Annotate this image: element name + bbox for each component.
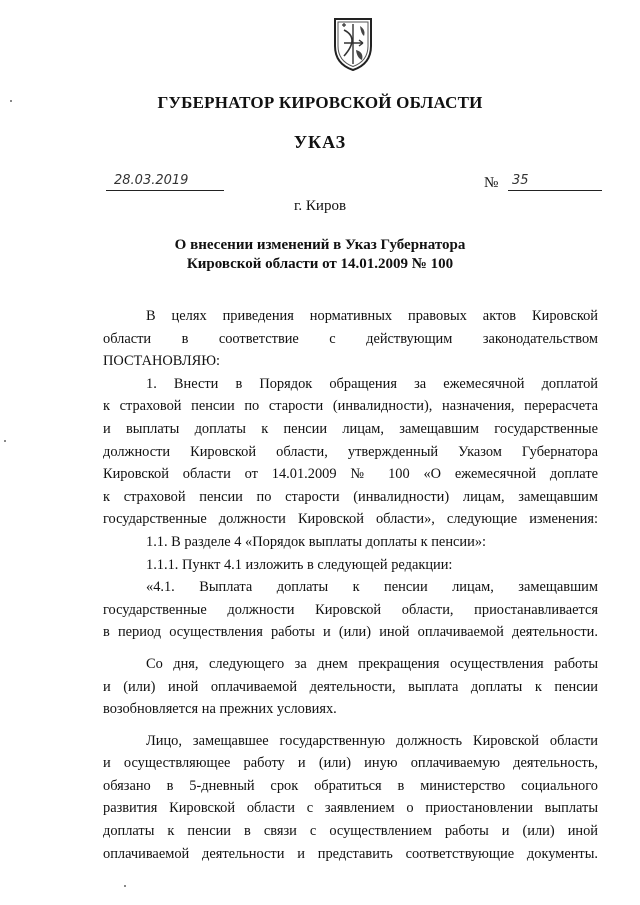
scan-speck (10, 100, 12, 102)
body-line: В целях приведения нормативных правовых актов Кировской (146, 308, 598, 324)
scan-speck (4, 440, 6, 442)
document-body (103, 305, 598, 865)
title-line: Кировской области от 14.01.2009 № 100 (186, 256, 454, 272)
body-line: области в соответствие с действующим законодательством (103, 330, 598, 347)
body-line: 1.1. В разделе 4 «Порядок выплаты доплаты к пенсии»: (146, 533, 487, 550)
body-line: 1.1.1. Пункт 4.1 изложить в следующей редакции: (146, 556, 453, 573)
body-line: к страховой пенсии по старости (инвалидности), назначения, перерасчета (103, 398, 598, 415)
body-line: 1. Внести в Порядок обращения за ежемесячной доплатой (146, 375, 598, 392)
body-line: развития Кировской области с заявлением о приостановлении выплаты (103, 800, 598, 817)
body-line: Кировской области от 14.01.2009 № 100 «О ежемесячной доплате (103, 466, 598, 483)
body-line: государственные должности Кировской области, приостанавливается (103, 601, 598, 618)
body-line: ПОСТАНОВЛЯЮ: (103, 353, 221, 370)
body-line: Лицо, замещавшее государственную должность Кировской области (146, 732, 598, 749)
scan-speck (124, 885, 126, 887)
issuing-authority: ГУБЕРНАТОР КИРОВСКОЙ ОБЛАСТИ (157, 93, 483, 112)
body-line: обязано в 5-дневный срок обратиться в министерство социального (103, 777, 598, 794)
document-title (0, 236, 640, 274)
body-line: и выплаты доплаты к пенсии лицам, замещавшим государственные (103, 420, 598, 437)
document-number: 35 (508, 173, 602, 191)
coat-of-arms-icon (330, 16, 376, 72)
body-line: доплаты к пенсии в связи с осуществлением работы и (или) иной (103, 823, 598, 840)
body-line: оплачиваемой деятельности и представить соответствующие документы. (103, 845, 598, 862)
title-line: О внесении изменений в Указ Губернатора (174, 237, 466, 253)
document-date: 28.03.2019 (106, 173, 224, 191)
body-line: и (или) иной оплачиваемой деятельности, выплата доплаты к пенсии (103, 678, 598, 695)
body-line: «4.1. Выплата доплаты к пенсии лицам, замещавшим (146, 579, 598, 596)
body-line: и осуществляющее работу и (или) иную оплачиваемую деятельность, (103, 755, 598, 772)
body-line: государственные должности Кировской области», следующие изменения: (103, 511, 598, 528)
body-line: возобновляется на прежних условиях. (103, 701, 337, 718)
city: г. Киров (293, 198, 347, 214)
body-line: к страховой пенсии по старости (инвалидности) лицам, замещавшим (103, 488, 598, 505)
body-line: Со дня, следующего за днем прекращения осуществления работы (146, 655, 598, 672)
number-label: № (484, 175, 499, 191)
body-line: должности Кировской области, утвержденный Указом Губернатора (103, 443, 598, 460)
body-line: в период осуществления работы и (или) иной оплачиваемой деятельности. (103, 624, 598, 641)
document-type: УКАЗ (293, 132, 347, 152)
